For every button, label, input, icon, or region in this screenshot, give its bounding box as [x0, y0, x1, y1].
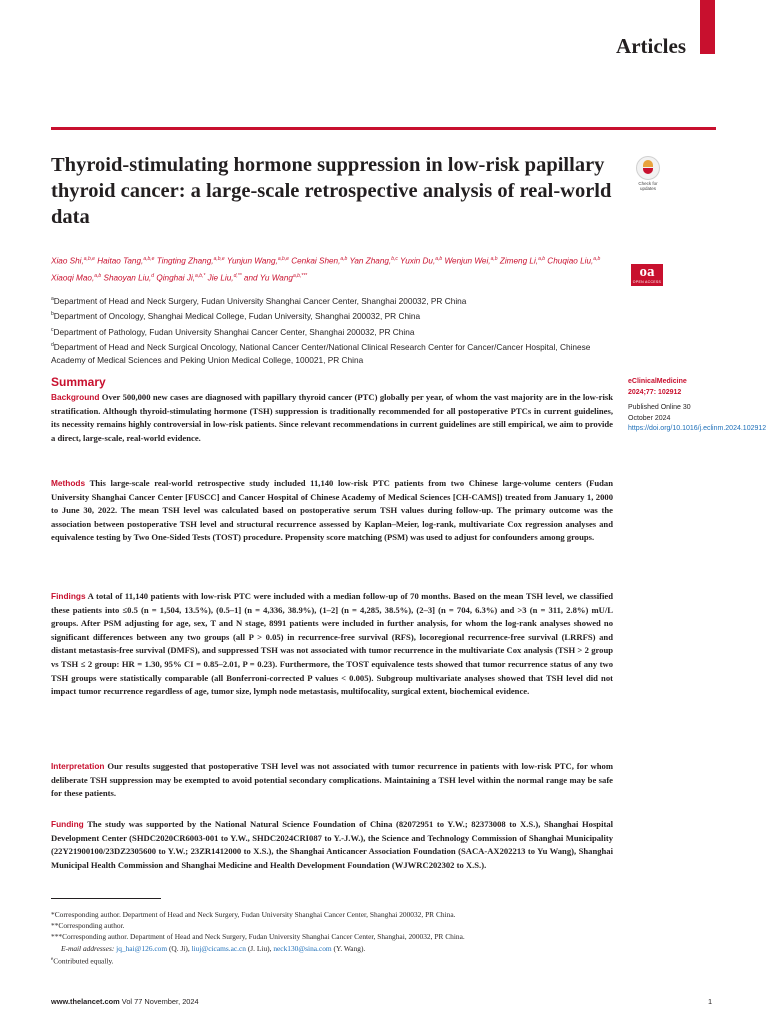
author-affiliation-mark: a,b — [435, 256, 443, 262]
affiliation-mark: a — [51, 296, 54, 302]
footnote-corresponding-1: *Corresponding author. Department of Head and Neck Surgery, Fudan University Shanghai Cancer Center, Shanghai 200032, PR China. — [51, 910, 456, 919]
author-affiliation-mark: b,c — [391, 256, 398, 262]
affiliation-text: Department of Pathology, Fudan University Shanghai Cancer Center, Shanghai 200032, PR China — [53, 326, 415, 337]
footer-site[interactable]: www.thelancet.com — [51, 997, 120, 1006]
methods-text: This large-scale real-world retrospective study included 11,140 low-risk PTC patients from two Chinese large-volume centers (Fudan University Shanghai Cancer Center [FUSCC] and Cancer Hospital of Chinese Academy of Medical Sciences [CH-CAMS]) treated from January 1, 2000 to June 30, 2022. The mean TSH level was calculated based on postoperative serum TSH values during follow-up. The primary outcome was the association between postoperative TSH level and structural recurrence assessed by Kaplan–Meier, log-rank, multivariate Cox regression analyses and equivalence testing by Two One-Sided Tests (TOST) procedure. Propensity score matching (PSM) was used to adjust for confounders among groups. — [51, 478, 613, 543]
affiliation-mark: d — [51, 341, 54, 348]
abstract-findings — [51, 590, 613, 699]
author-name: Shaoyan Liu, — [103, 273, 152, 283]
email-link-wang[interactable]: neck130@sina.com — [273, 943, 332, 953]
background-label: Background — [51, 392, 100, 402]
author-name: Yuxin Du, — [400, 256, 436, 266]
funding-text: The study was supported by the National Natural Science Foundation of China (82072951 to Y.W.; 82373008 to X.S.), Shanghai Hospital Development Center (SHDC2020CR6003-001 to Y.W., SHDC2024CRI087 to Y.-J.W.), the Science and Technology Commission of Shanghai Municipality (22Y21900100/23DZ2305600 to Y.W.; 23ZR1412000 to X.S.), the Shanghai Anticancer Association Foundation (SACA-AX202213 to Yu Wang), Shanghai Municipal Health Commission and Shanghai Medicine and Health Development Foundation (WJWRC202302 to X.S.). — [51, 819, 614, 870]
author-affiliation-mark: d — [151, 272, 155, 279]
email-link-ji[interactable]: jq_hai@126.com — [116, 943, 168, 953]
author-name: Chuqiao Liu, — [547, 256, 594, 266]
methods-label: Methods — [51, 478, 86, 488]
author-name: Zimeng Li, — [499, 256, 539, 266]
footnote-emails — [51, 943, 651, 954]
journal-volume: 2024;77: 102912 — [628, 388, 682, 396]
affiliation-item — [51, 308, 621, 323]
footnotes — [51, 909, 651, 966]
affiliation-item — [51, 339, 621, 368]
oa-label: oa — [639, 264, 655, 280]
page-footer — [51, 997, 199, 1006]
author-name: Qinghai Ji, — [156, 273, 196, 283]
abstract-interpretation — [51, 760, 613, 801]
footnote-rule — [51, 898, 161, 899]
affiliation-text: Department of Head and Neck Surgical Oncology, National Cancer Center/National Clinical Research Center for Cancer/Cancer Hospital, Chinese Academy of Medical Sciences and Peking Union Medical College, 100021, PR China — [51, 341, 591, 366]
abstract-background — [51, 391, 613, 445]
author-affiliation-mark: d,** — [233, 272, 242, 279]
author-affiliation-mark: a,b — [94, 272, 102, 279]
affiliation-item — [51, 324, 621, 339]
author-name: Cenkai Shen, — [291, 256, 341, 266]
abstract-funding — [51, 818, 613, 872]
findings-text: A total of 11,140 patients with low-risk PTC were included with a median follow-up of 70 months. Based on the mean TSH level, we classified these patients into ≤0.5 (n = 1,504, 13.5%), (0.5–1] (n = 4,336, 38.9%), (1–2] (n = 4,285, 38.5%), (2–3] (n = 704, 6.3%) and >3 (n = 311, 2.8%) mU/L groups. After PSM adjusting for age, sex, T and N stage, 8991 patients were included in further analysis, for whom the log-rank analyses showed no significant differences between any two groups (all P > 0.05) in recurrence-free survival (RFS), locoregional recurrence-free survival (LRRFS) and distant metastasis-free survival (DMFS), and suppressed TSH was not associated with tumor recurrence in the multivariate Cox analysis (TSH > 2 group vs TSH ≤ 2 group: HR = 1.30, 95% CI = 0.85–2.01, P = 0.23). Furthermore, the TOST equivalence tests showed that tumor recurrence status of any two TSH groups were statistically comparable (all Bonferroni-corrected P values < 0.005). Subgroup multivariate analyses showed that TSH level did not impact tumor recurrence regardless of age, tumor size, lymph node metastasis, multifocality, surgical extent, biochemical evidence. — [51, 591, 613, 697]
author-affiliation-mark: a,b — [593, 256, 601, 262]
footnote-contributed — [51, 954, 651, 967]
email-link-liu[interactable]: liuj@cicams.ac.cn — [191, 943, 246, 953]
journal-sidebar — [628, 377, 767, 435]
check-for-updates-badge[interactable] — [630, 156, 666, 191]
email-owner-ji: (Q. Ji), — [168, 943, 190, 953]
author-affiliation-mark: a,b,* — [195, 272, 206, 279]
author-name: Jie Liu, — [207, 273, 234, 283]
journal-name: eClinicalMedicine — [628, 378, 687, 385]
author-name: Wenjun Wei, — [444, 256, 491, 266]
interpretation-text: Our results suggested that postoperative TSH level was not associated with tumor recurrence in patients with low-risk PTC, for whom deliberate TSH suppression may be exempted to avoid potential secondary complications. Maintaining a TSH level within the normal range may be safe for these patients. — [51, 761, 613, 799]
crossmark-icon — [636, 156, 660, 180]
doi-link[interactable]: https://doi.org/10.1016/j.eclinm.2024.102912 — [628, 425, 767, 432]
header-rule — [51, 127, 716, 130]
article-title: Thyroid-stimulating hormone suppression in low-risk papillary thyroid cancer: a large-scale retrospective analysis of real-world data — [51, 154, 612, 228]
footnote-corresponding-3: ***Corresponding author. Department of Head and Neck Surgery, Fudan University Shanghai Cancer Center, Shanghai, 200032, PR China. — [51, 932, 465, 942]
email-owner-wang: (Y. Wang). — [333, 943, 366, 953]
author-affiliation-mark: a,b,*** — [292, 272, 308, 279]
affiliation-item — [51, 293, 621, 308]
section-label: Articles — [616, 34, 686, 58]
footnote-corresponding-2: **Corresponding author. — [51, 921, 125, 931]
footer-issue: Vol 77 November, 2024 — [121, 997, 199, 1006]
author-affiliation-mark: a,b,e — [277, 256, 289, 262]
author-list — [51, 252, 611, 285]
email-label: E-mail addresses: — [61, 943, 115, 953]
open-access-badge — [631, 264, 663, 286]
interpretation-label: Interpretation — [51, 761, 105, 771]
author-name: Yunjun Wang, — [226, 256, 278, 266]
author-affiliation-mark: a,b — [538, 256, 546, 262]
author-name: Xiaoqi Mao, — [51, 273, 95, 283]
footnote-contributed-text: Contributed equally. — [53, 956, 114, 966]
page-number: 1 — [708, 997, 713, 1006]
email-owner-liu: (J. Liu), — [247, 943, 272, 953]
affiliations — [51, 293, 621, 368]
author-name: Xiao Shi, — [51, 256, 84, 266]
summary-heading: Summary — [51, 375, 106, 389]
oa-sublabel: OPEN ACCESS — [632, 280, 662, 284]
background-text: Over 500,000 new cases are diagnosed with papillary thyroid cancer (PTC) globally per year, of whom the vast majority are in the low-risk stratification. Although thyroid-stimulating hormone (TSH) suppression is traditionally recommended for all postoperative PTCs in current guidelines, its necessity remains highly controversial in low-risk patients. Since relevant recommendations in current guidelines are still empirical, we aim to provide a direct, large-scale, real-world evidence. — [51, 392, 613, 443]
affiliation-mark: c — [51, 326, 54, 333]
author-affiliation-mark: a,b — [490, 256, 498, 262]
affiliation-text: Department of Oncology, Shanghai Medical College, Fudan University, Shanghai 200032, PR China — [53, 311, 421, 322]
publication-date: Published Online 30 October 2024 — [628, 404, 691, 422]
author-name: Tingting Zhang, — [156, 256, 214, 266]
footnote-contributed-mark: e — [51, 956, 54, 962]
author-name: and Yu Wang — [243, 273, 293, 283]
affiliation-text: Department of Head and Neck Surgery, Fudan University Shanghai Cancer Center, Shanghai 200032, PR China — [53, 295, 467, 306]
crossmark-label: Check for updates — [638, 181, 658, 191]
affiliation-mark: b — [51, 311, 54, 318]
abstract-methods — [51, 477, 613, 545]
author-affiliation-mark: a,b,e — [213, 256, 225, 262]
author-name: Haitao Tang, — [97, 256, 144, 266]
author-affiliation-mark: a,b,e — [143, 256, 155, 262]
author-name: Yan Zhang, — [349, 256, 392, 266]
journal-color-tab — [700, 0, 715, 54]
findings-label: Findings — [51, 591, 86, 601]
funding-label: Funding — [51, 819, 84, 829]
author-affiliation-mark: a,b — [340, 256, 348, 262]
author-affiliation-mark: a,b,e — [83, 256, 95, 262]
